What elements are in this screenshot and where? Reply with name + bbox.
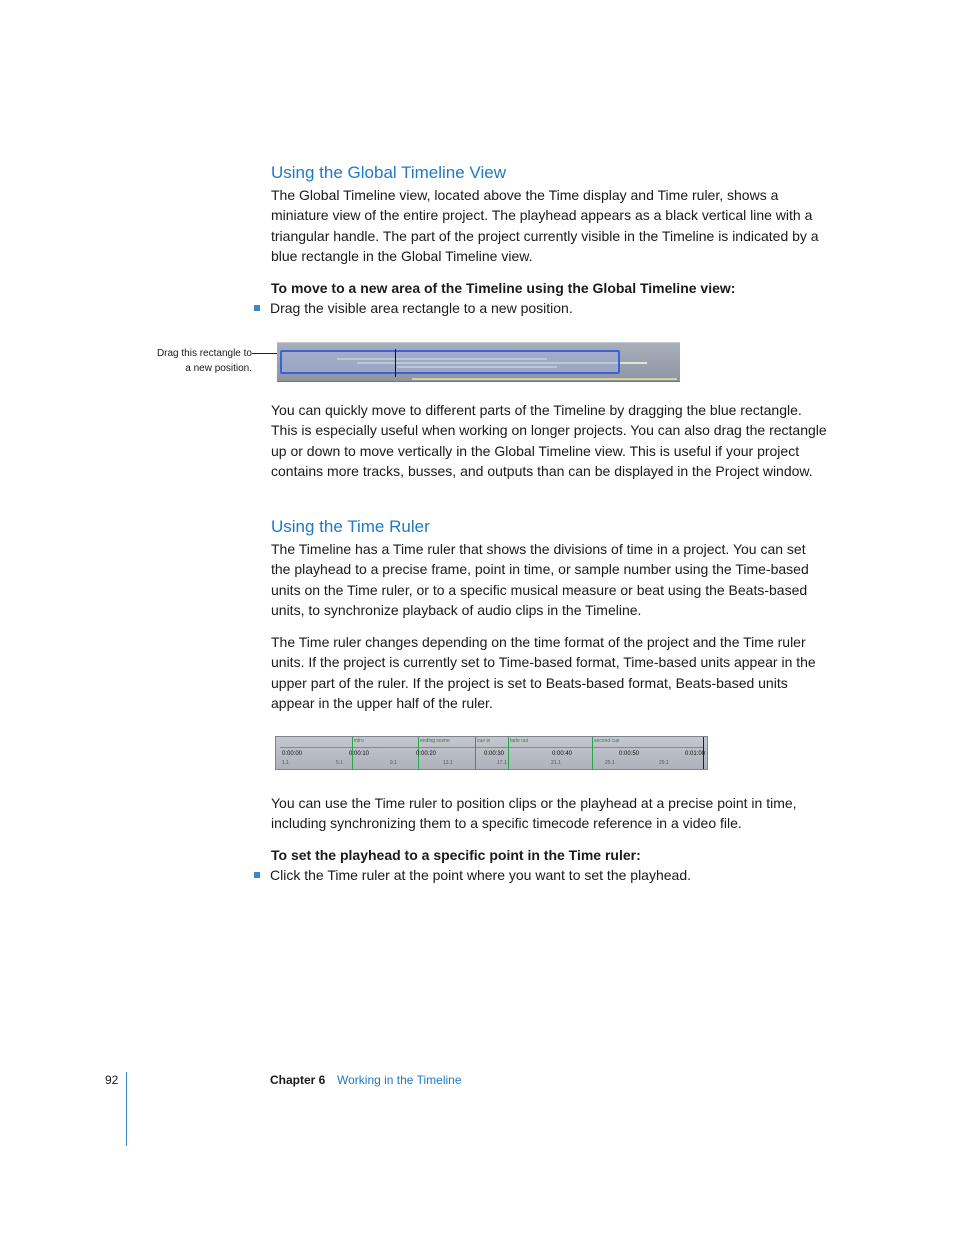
marker-label: cue in bbox=[477, 738, 491, 744]
ruler-beat-label: 25.1 bbox=[605, 760, 615, 766]
ruler-time-label: 0:00:00 bbox=[282, 751, 303, 757]
visible-area-rectangle[interactable] bbox=[280, 350, 620, 374]
bullet-text: Drag the visible area rectangle to a new position. bbox=[270, 300, 573, 316]
paragraph-ruler-format: The Time ruler changes depending on the time format of the project and the Time ruler units. If the project is currently set to Time-based format, Time-based units appear in the upper part of the ruler. If the project is set to Beats-based format, Beats-based units appear in the upper half of the ruler. bbox=[271, 634, 816, 712]
ruler-beat-label: 5.1 bbox=[336, 760, 343, 766]
ruler-beat-label: 1.1 bbox=[282, 760, 289, 766]
marker-line bbox=[475, 737, 476, 769]
page-number: 92 bbox=[105, 1073, 119, 1087]
paragraph-ruler-intro: The Timeline has a Time ruler that shows the divisions of time in a project. You can set the playhead to a precise frame, point in time, or sample number using the Time-based units on the Time ruler, or to a specific musical measure or beat using the Beats-based units, to synchronize playback of audio clips in the Timeline. bbox=[271, 541, 809, 619]
ruler-time-label: 0:00:40 bbox=[552, 751, 573, 757]
figure-callout: Drag this rectangle to a new position. bbox=[156, 348, 252, 374]
chapter-title-link[interactable]: Working in the Timeline bbox=[337, 1073, 462, 1087]
global-timeline-figure bbox=[277, 342, 680, 382]
ruler-time-label: 0:01:00 bbox=[685, 751, 706, 757]
ruler-beat-label: 9.1 bbox=[390, 760, 397, 766]
ruler-beat-label: 17.1 bbox=[497, 760, 507, 766]
section-heading-global-timeline: Using the Global Timeline View bbox=[271, 163, 506, 182]
ruler-time-label: 0:00:10 bbox=[349, 751, 370, 757]
timeline-clip-bar bbox=[412, 378, 677, 380]
ruler-time-label: 0:00:20 bbox=[416, 751, 437, 757]
chapter-label: Chapter 6 bbox=[270, 1073, 326, 1087]
bullet-square-icon bbox=[254, 305, 260, 311]
paragraph-ruler-position: You can use the Time ruler to position clips or the playhead at a precise point in time, including synchronizing them to a specific timecode reference in a video file. bbox=[271, 795, 797, 832]
marker-line bbox=[508, 737, 509, 769]
bullet-item-ruler bbox=[254, 867, 691, 883]
marker-label: second cue bbox=[594, 738, 620, 744]
paragraph-global-intro: The Global Timeline view, located above the Time display and Time ruler, shows a miniature view of the entire project. The playhead appears as a black vertical line with a triangular handle. The part of the project currently visible in the Timeline is indicated by a blue rectangle in the Global Timeline view. bbox=[271, 187, 819, 265]
bullet-item-global bbox=[254, 300, 573, 316]
ruler-beat-label: 21.1 bbox=[551, 760, 561, 766]
paragraph-global-drag: You can quickly move to different parts of the Timeline by dragging the blue rectangle. This is especially useful when working on longer projects. You can also drag the rectangle up or down to move vertically in the Global Timeline view. This is useful if your project contains more tracks, busses, and outputs than can be displayed in the Project window. bbox=[271, 402, 827, 480]
task-heading-global: To move to a new area of the Timeline using the Global Timeline view: bbox=[271, 280, 736, 296]
marker-line bbox=[592, 737, 593, 769]
ruler-beat-label: 29.1 bbox=[659, 760, 669, 766]
ruler-axis bbox=[280, 747, 703, 748]
callout-leader-line bbox=[252, 353, 280, 354]
ruler-time-label: 0:00:30 bbox=[484, 751, 505, 757]
bullet-text: Click the Time ruler at the point where you want to set the playhead. bbox=[270, 867, 692, 883]
footer-divider bbox=[126, 1072, 127, 1146]
section-heading-time-ruler: Using the Time Ruler bbox=[271, 517, 430, 536]
ruler-beat-label: 13.1 bbox=[443, 760, 453, 766]
marker-label: fade out bbox=[510, 738, 529, 744]
task-heading-ruler: To set the playhead to a specific point in the Time ruler: bbox=[271, 847, 641, 863]
time-ruler-figure[interactable] bbox=[275, 736, 708, 770]
playhead-line[interactable] bbox=[395, 349, 396, 377]
ruler-time-label: 0:00:50 bbox=[619, 751, 640, 757]
marker-label: ending scene bbox=[420, 738, 450, 744]
marker-label: intro bbox=[354, 738, 364, 744]
bullet-square-icon bbox=[254, 872, 260, 878]
